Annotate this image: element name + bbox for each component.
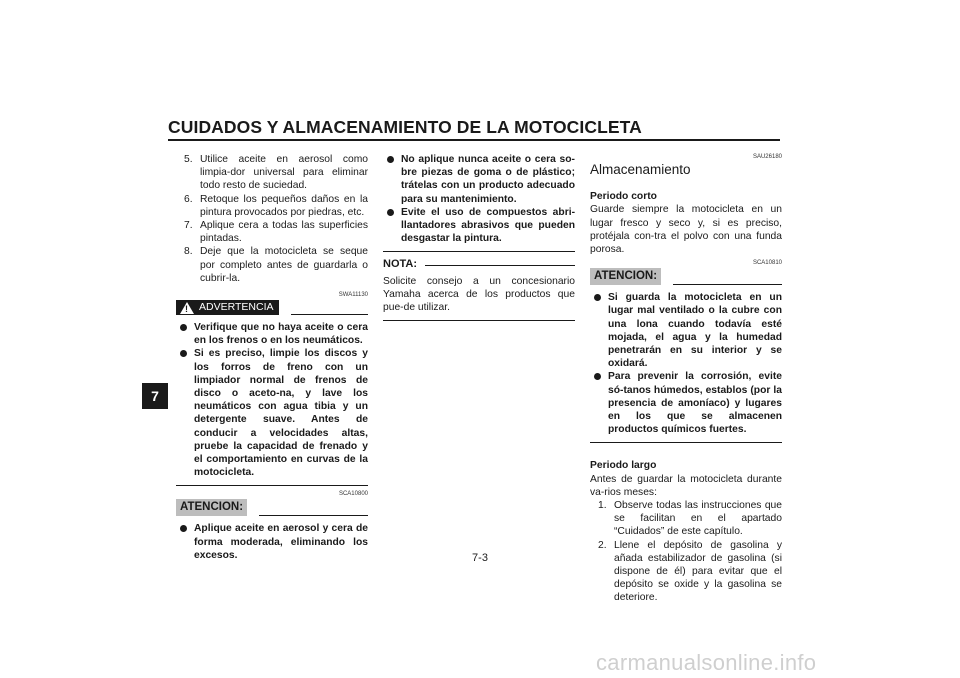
- step-text: Deje que la motocicleta se seque por completo antes de guardarla o cubrir-la.: [200, 246, 368, 284]
- warning-triangle-icon: [180, 302, 194, 314]
- warning-label: ADVERTENCIA: [199, 300, 274, 313]
- bullet-icon: [387, 156, 394, 163]
- short-term-heading: Periodo corto: [590, 191, 657, 203]
- list-item: [590, 539, 782, 605]
- short-term-text: Guarde siempre la motocicleta en un lugar fresco y seco y, si es preciso, protéjala con-tra el polvo con una funda porosa.: [590, 204, 782, 256]
- step-text: Observe todas las instrucciones que se facilitan en el apartado “Cuidados” de este capítulo.: [614, 500, 782, 538]
- caution-text: Aplique aceite en aerosol y cera de forma moderada, eliminando los excesos.: [194, 523, 368, 561]
- caution-text: Evite el uso de compuestos abri-llantadores abrasivos que pueden desgastar la pintura.: [401, 206, 575, 245]
- caution-list: [590, 291, 782, 436]
- list-item: [176, 245, 368, 285]
- list-item: [383, 153, 575, 206]
- watermark: carmanualsonline.info: [596, 650, 817, 675]
- list-item: [176, 153, 368, 193]
- caution-badge: ATENCION:: [590, 268, 661, 285]
- note-label: NOTA:: [383, 258, 418, 271]
- step-number: 7.: [184, 220, 193, 232]
- caution-list: [176, 522, 368, 562]
- list-item: [176, 321, 368, 347]
- caution-code: SCA10810: [752, 260, 782, 267]
- step-text: Utilice aceite en aerosol como limpia-dor universal para eliminar todo resto de suciedad.: [200, 154, 368, 192]
- list-item: [383, 206, 575, 246]
- title-rule: [168, 139, 780, 141]
- bullet-icon: [594, 373, 601, 380]
- page-title: CUIDADOS Y ALMACENAMIENTO DE LA MOTOCICLETA: [168, 117, 642, 137]
- chapter-tab: 7: [142, 383, 168, 409]
- caution-list-continued: [383, 153, 575, 245]
- warning-header: [176, 300, 368, 315]
- page-number: 7-3: [472, 552, 488, 564]
- caution-rule: [259, 515, 368, 516]
- warning-badge: [176, 300, 279, 315]
- caution-text: No aplique nunca aceite o cera so-bre piezas de goma o de plástico; trátelas con un producto adecuado para su mantenimiento.: [401, 154, 575, 205]
- caution-text: Para prevenir la corrosión, evite só-tanos húmedos, establos (por la presencia de amoníaco) y lugares en los que se almacenen productos químicos fuertes.: [608, 371, 782, 436]
- caution-header: [176, 499, 368, 516]
- caution-header: [590, 268, 782, 285]
- caution-badge: ATENCION:: [176, 499, 247, 516]
- bullet-icon: [180, 350, 187, 357]
- list-item: [176, 193, 368, 219]
- caution-text: Si guarda la motocicleta en un lugar mal ventilado o la cubre con una lona cuando todavía esté mojada, el agua y la humedad penetrarán en su interior y se oxidará.: [608, 292, 782, 370]
- caution-code: SCA10800: [338, 491, 368, 498]
- column-right: [590, 153, 782, 605]
- step-number: 6.: [184, 193, 193, 205]
- caution-end-rule: [383, 251, 575, 252]
- step-text: Llene el depósito de gasolina y añada estabilizador de gasolina (si dispone de él) para evitar que el depósito se oxide y la gasolina se deteriore.: [614, 539, 782, 604]
- warning-end-rule: [176, 485, 368, 486]
- step-number: 2.: [598, 539, 607, 551]
- caution-rule: [673, 284, 782, 285]
- section-code: SAU26180: [752, 154, 782, 160]
- storage-steps: [590, 499, 782, 605]
- list-item: [176, 522, 368, 562]
- long-term-text: Antes de guardar la motocicleta durante va-rios meses:: [590, 473, 782, 498]
- warning-code: SWA11130: [338, 292, 368, 299]
- step-number: 8.: [184, 246, 193, 258]
- step-number: 1.: [598, 500, 607, 512]
- column-middle: [383, 153, 575, 321]
- cleaning-steps: [176, 153, 368, 285]
- note-end-rule: [383, 320, 575, 321]
- list-item: [590, 370, 782, 436]
- section-title: Almacenamiento: [590, 162, 691, 177]
- note-text: Solicite consejo a un concesionario Yamaha acerca de los productos que pue-de utilizar.: [383, 275, 575, 314]
- note-header: [383, 258, 575, 271]
- warning-rule: [291, 314, 369, 315]
- bullet-icon: [387, 209, 394, 216]
- bullet-icon: [180, 324, 187, 331]
- step-number: 5.: [184, 154, 193, 165]
- warning-text: Si es preciso, limpie los discos y los forros de freno con un limpiador normal de frenos de disco o aceto-na, y lave los neumáticos con agua tibia y un detergente suave. Antes de conducir a velocidades altas, pruebe la capacidad de frenado y el comportamiento en curvas de la motocicleta.: [194, 348, 368, 479]
- list-item: [176, 219, 368, 245]
- list-item: [590, 499, 782, 539]
- step-text: Aplique cera a todas las superficies pintadas.: [200, 220, 368, 245]
- step-text: Retoque los pequeños daños en la pintura provocados por piedras, etc.: [200, 193, 368, 218]
- warning-text: Verifique que no haya aceite o cera en los frenos o en los neumáticos.: [194, 322, 368, 347]
- warning-list: [176, 321, 368, 479]
- bullet-icon: [180, 525, 187, 532]
- column-left: [176, 153, 368, 562]
- caution-end-rule: [590, 442, 782, 443]
- list-item: [590, 291, 782, 370]
- list-item: [176, 347, 368, 479]
- note-rule: [425, 265, 575, 266]
- bullet-icon: [594, 294, 601, 301]
- long-term-heading: Periodo largo: [590, 460, 657, 472]
